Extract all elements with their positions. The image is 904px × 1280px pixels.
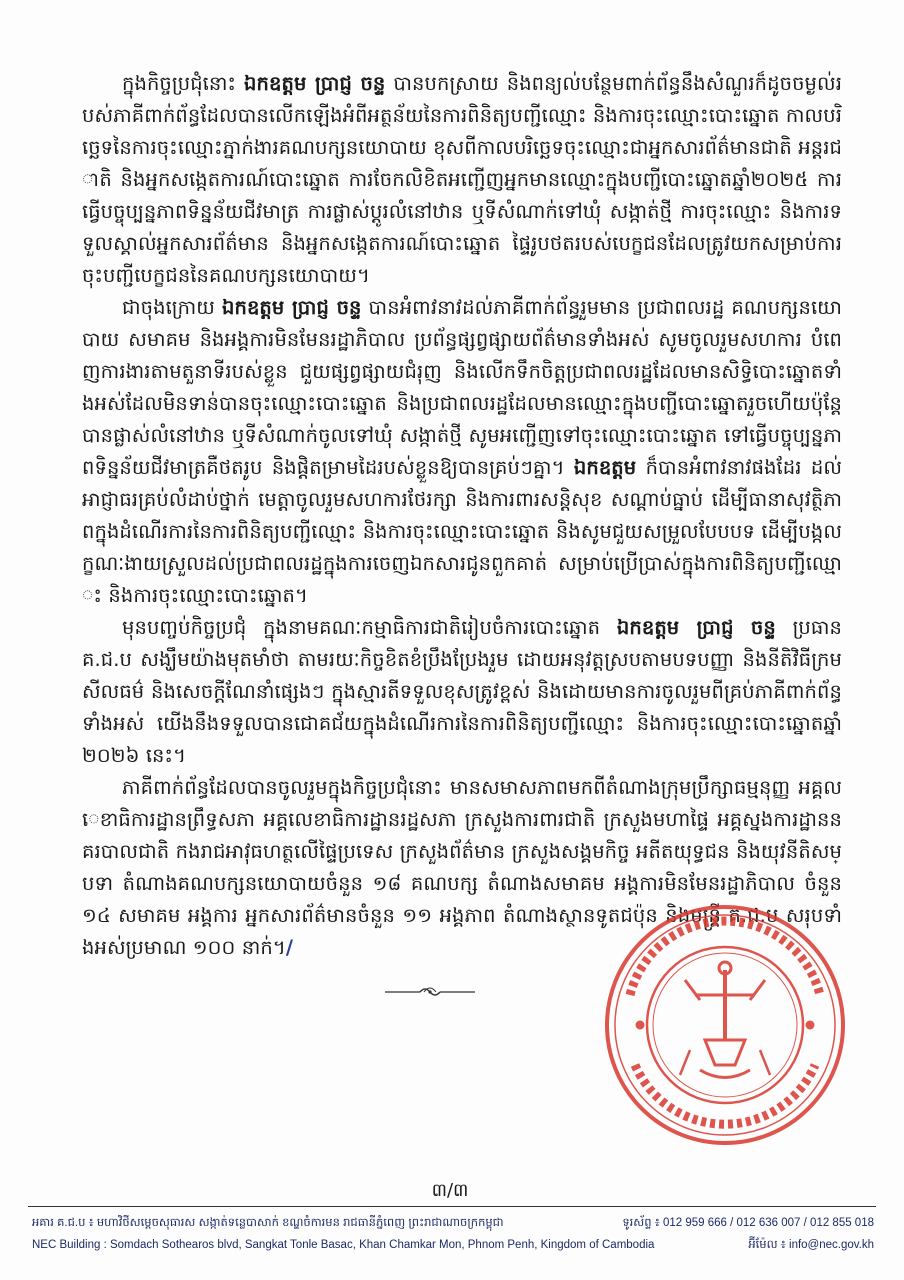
footer-divider [28,1206,876,1207]
paragraph-text: បានបកស្រាយ និងពន្យល់បន្ថែមពាក់ព័ន្ធនឹងសំណួរក៏ដូចចម្ងល់របស់ភាគីពាក់ព័ន្ធដែលបានលើកឡើងអំពីអត្ថន័យនៃការពិនិត្យបញ្ជីឈ្មោះ និងការចុះឈ្មោះបោះឆ្នោត កាលបរិច្ឆេទនៃការចុះឈ្មោះភ្នាក់ងារគណបក្សនយោបាយ ខុសពីកាលបរិច្ឆេទចុះឈ្មោះជាអ្នកសារព័ត៌មានជាតិ អន្តរជាតិ និងអ្នកសង្កេតការណ៍បោះឆ្នោត ការចែកលិខិតអញ្ជើញអ្នកមានឈ្មោះក្នុងបញ្ជីបោះឆ្នោតឆ្នាំ២០២៥ ការធ្វើបច្ចុប្បន្នភាពទិន្នន័យជីវមាត្រ ការផ្លាស់ប្តូរលំនៅឋាន ឬទីសំណាក់ទៅឃុំ សង្កាត់ថ្មី ការចុះឈ្មោះ និងការទទួលស្គាល់អ្នកសារព័ត៌មាន និងអ្នកសង្កេតការណ៍បោះឆ្នោត ផ្ទៃរូបថតរបស់បេក្ខជនដែលត្រូវយកសម្រាប់ការចុះបញ្ជីបេក្ខជននៃគណបក្សនយោបាយ។ [82,72,842,287]
phone-label: ទូរស័ព្ទ ៖ [622,1217,660,1229]
speaker-name: ឯកឧត្តម ប្រាជ្ញ ចន្ទ [221,296,362,319]
paragraph-text: មុនបញ្ចប់កិច្ចប្រជុំ ក្នុងនាមគណៈកម្មាធិការជាតិរៀបចំការបោះឆ្នោត [122,616,617,639]
paragraph-text: ក៏បានអំពាវនាវផងដែរ ដល់អាជ្ញាធរគ្រប់លំដាប់ថ្នាក់ មេត្តាចូលរួមសហការថែរក្សា និងការពារសន្តិសុខ សណ្តាប់ធ្នាប់ ដើម្បីធានាសុវត្ថិភាពក្នុងដំណើរការនៃការពិនិត្យបញ្ជីឈ្មោះ និងការចុះឈ្មោះបោះឆ្នោត និងសូមជួយសម្រួលបែបបទ ដើម្បីបង្កលក្ខណៈងាយស្រួលដល់ប្រជាពលរដ្ឋក្នុងការចេញឯកសារជូនពួកគាត់ សម្រាប់ប្រើប្រាស់ក្នុងការពិនិត្យបញ្ជីឈ្មោះ និងការចុះឈ្មោះបោះឆ្នោត។ [82,456,842,607]
footer-email [748,1234,874,1256]
initial-mark: / [285,936,294,959]
speaker-name: ឯកឧត្តម ប្រាជ្ញ ចន្ទ [616,616,776,639]
paragraph-1 [82,68,842,292]
footer-row-english [32,1234,874,1256]
paragraph-text: បានអំពាវនាវដល់ភាគីពាក់ព័ន្ធរួមមាន ប្រជាពលរដ្ឋ គណបក្សនយោបាយ សមាគម និងអង្គការមិនមែនរដ្ឋាភិបាល ប្រព័ន្ធផ្សព្វផ្សាយព័ត៌មានទាំងអស់ សូមចូលរួមសហការ បំពេញការងារតាមតួនាទីរបស់ខ្លួន ជួយផ្សព្វផ្សាយជំរុញ និងលើកទឹកចិត្តប្រជាពលរដ្ឋដែលមានសិទ្ធិបោះឆ្នោតទាំងអស់ដែលមិនទាន់បានចុះឈ្មោះបោះឆ្នោត និងប្រជាពលរដ្ឋដែលមានឈ្មោះក្នុងបញ្ជីបោះឆ្នោតរួចហើយប៉ុន្តែបានផ្លាស់លំនៅឋាន ឬទីសំណាក់ចូលទៅឃុំ សង្កាត់ថ្មី សូមអញ្ជើញទៅចុះឈ្មោះបោះឆ្នោត ទៅធ្វើបច្ចុប្បន្នភាពទិន្នន័យជីវមាត្រគឺថតរូប និងផ្តិតម្រាមដៃរបស់ខ្លួនឱ្យបានគ្រប់ៗគ្នា។ [82,296,842,479]
email-label: អ៊ីម៉ែល ៖ [748,1239,786,1251]
divider-ornament-icon [380,982,480,1002]
paragraph-2 [82,292,842,612]
paragraph-text: ជាចុងក្រោយ [122,296,222,319]
phone-numbers: 012 959 666 / 012 636 007 / 012 855 018 [662,1217,874,1229]
paragraph-3 [82,612,842,772]
page-number: ៣/៣ [431,1180,469,1201]
footer-address-english: NEC Building : Somdach Sothearos blvd, Sangkat Tonle Basac, Khan Chamkar Mon, Phnom Penh, Kingdom of Cambodia [32,1239,655,1251]
paragraph-text: ភាគីពាក់ព័ន្ធដែលបានចូលរួមក្នុងកិច្ចប្រជុំនោះ មានសមាសភាពមកពីតំណាងក្រុមប្រឹក្សាធម្មនុញ្ញ អគ្គលេខាធិការដ្ឋានព្រឹទ្ធសភា អគ្គលេខាធិការដ្ឋានរដ្ឋសភា ក្រសួងការពារជាតិ ក្រសួងមហាផ្ទៃ អគ្គស្នងការដ្ឋាននគរបាលជាតិ កងរាជអាវុធហត្ថលើផ្ទៃប្រទេស ក្រសួងព័ត៌មាន ក្រសួងសង្គមកិច្ច អតីតយុទ្ធជន និងយុវនីតិសម្បទា តំណាងគណបក្សនយោបាយចំនួន ១៨ គណបក្ស តំណាងសមាគម អង្គការមិនមែនរដ្ឋាភិបាល ចំនួន ១៤ សមាគម អង្គការ អ្នកសារព័ត៌មានចំនួន ១១ អង្គភាព តំណាងស្ថានទូតជប៉ុន និងមន្ត្រី គ.ជ.ប សរុបទាំងអស់ប្រមាណ ១០០ នាក់។ [82,776,842,959]
footer-row-khmer [32,1212,874,1234]
official-seal-stamp-icon [600,900,850,1150]
speaker-name: ឯកឧត្តម ប្រាជ្ញ ចន្ទ [244,72,386,95]
email-address: info@nec.gov.kh [789,1239,874,1251]
speaker-title: ឯកឧត្តម [573,456,637,479]
footer-address-khmer: អគារ គ.ជ.ប ៖ មហាវិថីសម្ដេចសុធារស សង្កាត់ទន្លេបាសាក់ ខណ្ឌចំការមន រាជធានីភ្នំពេញ ព្រះរាជាណាចក្រកម្ពុជា [32,1217,504,1229]
paragraph-text: ក្នុងកិច្ចប្រជុំនោះ [122,72,245,95]
document-body [82,68,842,964]
paragraph-text: ប្រធាន គ.ជ.ប សង្ឃឹមយ៉ាងមុតមាំថា តាមរយៈកិច្ចខិតខំប្រឹងប្រែងរួម ដោយអនុវត្តស្របតាមបទបញ្ញា និងនីតិវិធីក្រមសីលធម៌ និងសេចក្តីណែនាំផ្សេងៗ ក្នុងស្មារតីទទួលខុសត្រូវខ្ពស់ និងដោយមានការចូលរួមពីគ្រប់ភាគីពាក់ព័ន្ធទាំងអស់ យើងនឹងទទួលបានជោគជ័យក្នុងដំណើរការនៃការពិនិត្យបញ្ជីឈ្មោះ និងការចុះឈ្មោះបោះឆ្នោតឆ្នាំ២០២៦ នេះ។ [82,616,843,767]
letterhead-footer [32,1212,874,1256]
footer-phone [622,1212,874,1234]
